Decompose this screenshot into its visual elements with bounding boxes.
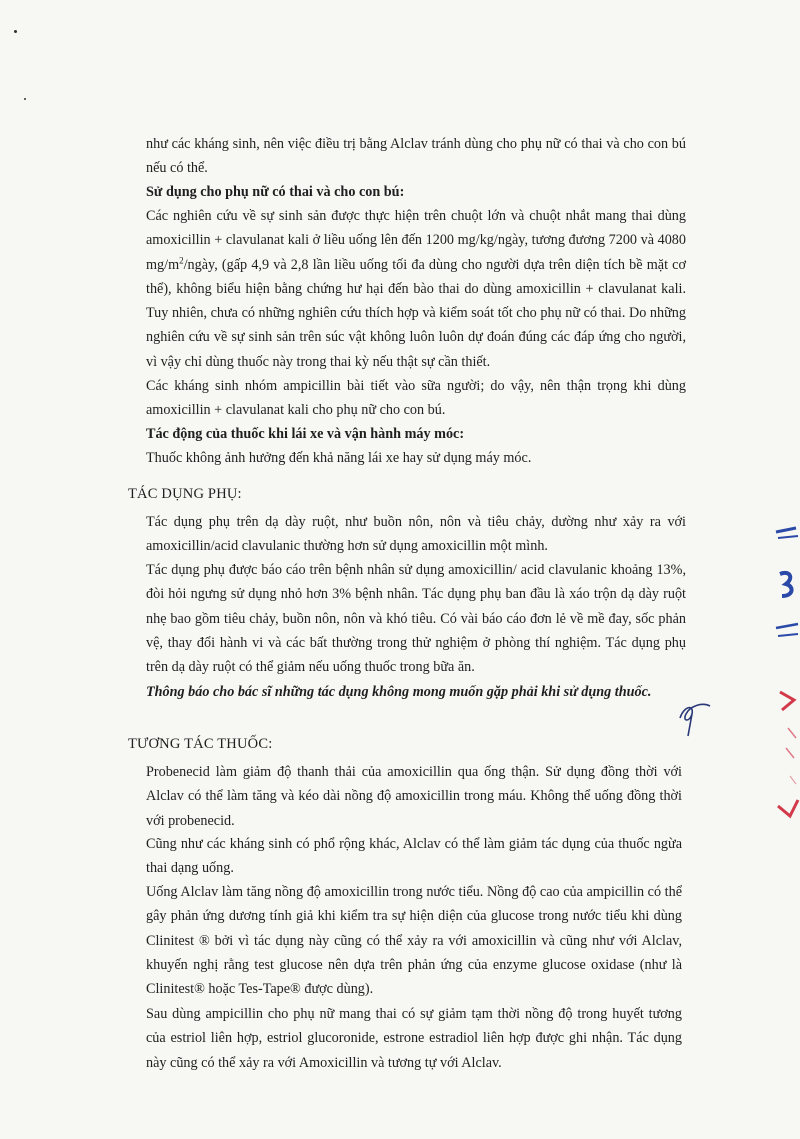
paragraph-intro: như các kháng sinh, nên việc điều trị bằng Alclav tránh dùng cho phụ nữ có thai và cho con bú nếu có thể. (146, 136, 686, 177)
paragraph-interactions-2: Cũng như các kháng sinh có phổ rộng khác, Alclav có thể làm giảm tác dụng của thuốc ngừa thai dạng uống. (146, 836, 682, 877)
superscript-2: 2 (179, 254, 184, 265)
signature-mark (672, 696, 716, 740)
paragraph-breastfeeding: Các kháng sinh nhóm ampicillin bài tiết vào sữa người; do vậy, nên thận trọng khi dùng amoxicillin + clavulanat kali cho phụ nữ cho con bú. (146, 378, 686, 419)
stamp-fragment (768, 524, 800, 654)
heading-interactions: TƯƠNG TÁC THUỐC: (128, 736, 273, 752)
paragraph-interactions-1: Probenecid làm giảm độ thanh thải của amoxicillin qua ống thận. Sử dụng đồng thời với Alclav có thể làm tăng và kéo dài nồng độ amoxicillin trong máu. Không thể uống đồng thời với probenecid. (146, 764, 682, 829)
scan-speck (14, 30, 17, 33)
subheading-driving: Tác động của thuốc khi lái xe và vận hành máy móc: (146, 426, 465, 442)
paragraph-pregnancy-studies (146, 204, 686, 374)
pregnancy-text-part1: Các nghiên cứu về sự sinh sản được thực hiện trên chuột lớn và chuột nhắt mang thai dùng amoxicillin + clavulanat kali ở liều uống lên đến 1200 mg/kg/ngày, tương đương 7200 và 4080 mg/m (146, 208, 686, 273)
pregnancy-text-part2: /ngày, (gấp 4,9 và 2,8 lần liều uống tối đa dùng cho người dựa trên diện tích bề mặt cơ thể), không biểu hiện bằng chứng hư hại đến bào thai do dùng amoxicillin + clavulanat kali. Tuy nhiên, chưa có những nghiên cứu thích hợp và kiểm soát tốt cho phụ nữ có thai. Do những nghiên cứu về sự sinh sản trên súc vật không luôn luôn dự đoán đúng các đáp ứng cho người, vì vậy chỉ dùng thuốc này trong thai kỳ nếu thật sự cần thiết. (146, 256, 686, 370)
paragraph-interactions-4: Sau dùng ampicillin cho phụ nữ mang thai có sự giảm tạm thời nồng độ trong huyết tương của estriol liên hợp, estriol glucoronide, estrone estradiol liên hợp được ghi nhận. Tác dụng này cũng có thể xảy ra với Amoxicillin và tương tự với Alclav. (146, 1006, 682, 1071)
paragraph-interactions-3: Uống Alclav làm tăng nồng độ amoxicillin trong nước tiểu. Nồng độ cao của ampicillin có thể gây phản ứng dương tính giả khi kiểm tra sự hiện diện của glucose trong nước tiểu khi dùng Clinitest ® bởi vì tác dụng này cũng có thể xảy ra với amoxicillin và cũng như với Alclav, khuyến nghị rằng test glucose nên dựa trên phản ứng của enzyme glucose oxidase (như là Clinitest® hoặc Tes-Tape® được dùng). (146, 884, 682, 998)
heading-side-effects: TÁC DỤNG PHỤ: (128, 486, 242, 502)
notice-report-side-effects: Thông báo cho bác sĩ những tác dụng không mong muốn gặp phải khi sử dụng thuốc. (146, 684, 652, 700)
paragraph-side-effects-2: Tác dụng phụ được báo cáo trên bệnh nhân sử dụng amoxicillin/ acid clavulanic khoảng 13%, đòi hỏi ngưng sử dụng nhỏ hơn 3% bệnh nhân. Tác dụng phụ ban đầu là xáo trộn dạ dày ruột nhẹ bao gồm tiêu chảy, buồn nôn, nôn và khó tiêu. Có vài báo cáo đơn lẻ về mề đay, sốc phản vệ, thay đổi hành vi và các bất thường trong thử nghiệm ở phòng thí nghiệm. Tác dụng phụ trên dạ dày ruột có thể giảm nếu uống thuốc trong bữa ăn. (146, 562, 686, 676)
paragraph-driving: Thuốc không ảnh hưởng đến khả năng lái xe hay sử dụng máy móc. (146, 450, 532, 466)
stamp-fragment-red (768, 688, 800, 828)
subheading-pregnancy: Sử dụng cho phụ nữ có thai và cho con bú: (146, 184, 405, 200)
paragraph-side-effects-1: Tác dụng phụ trên dạ dày ruột, như buồn nôn, nôn và tiêu chảy, dường như xảy ra với amoxicillin/acid clavulanic thường hơn sử dụng amoxicillin một mình. (146, 514, 686, 555)
scan-speck (24, 98, 26, 100)
